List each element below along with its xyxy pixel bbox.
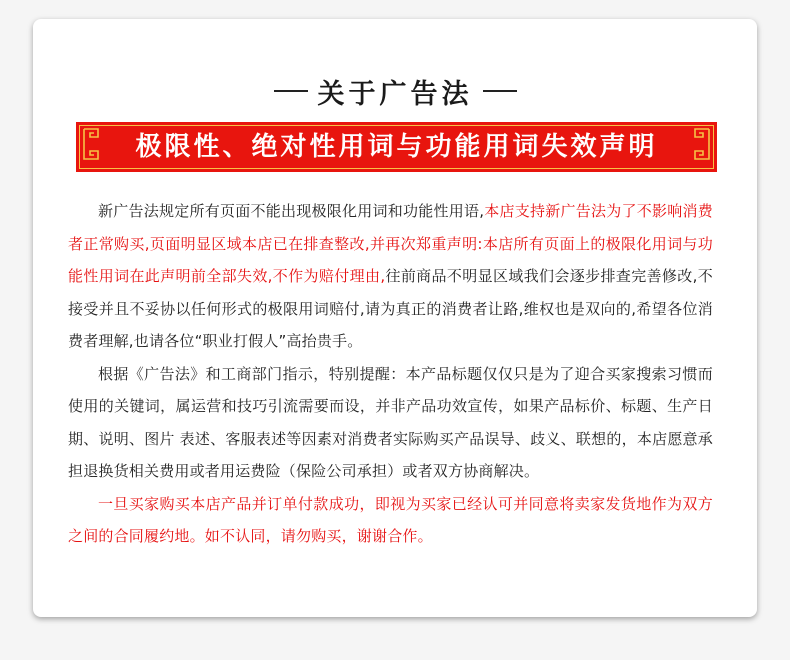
banner-title: 极限性、绝对性用词与功能用词失效声明 xyxy=(135,132,658,162)
heading-right-rule xyxy=(483,90,517,92)
section-heading xyxy=(33,71,757,111)
paragraph-title-keywords-notice: 根据《广告法》和工商部门指示，特别提醒：本产品标题仅仅只是为了迎合买家搜索习惯而使用的关键词，属运营和技巧引流需要而设，并非产品功效宣传，如果产品标价、标题、生产日期、说明、图片 表述、客服表述等因素对消费者实际购买产品误导、歧义、联想的，本店愿意承担退换货相关费用或者用运费险（保险公司承担）或者双方协商解决。 xyxy=(68,364,713,480)
paragraph-contract-location: 一旦买家购买本店产品并订单付款成功，即视为买家已经认可并同意将卖家发货地作为双方之间的合同履约地。如不认同，请勿购买，谢谢合作。 xyxy=(68,494,713,545)
heading-left-rule xyxy=(274,90,308,92)
paragraph1-intro: 新广告法规定所有页面不能出现极限化用词和功能性用语, xyxy=(98,202,485,220)
paragraph1-highlight: 本店支持新广告法为了不影响消费者正常购买,页面明显区域本店已在排查整改,并再次郑重声明:本店所有页面上的极限化用词与功能性用词在此声明前全部失效,不作为赔付理由, xyxy=(68,202,713,285)
notice-card xyxy=(33,19,757,617)
notice-body xyxy=(68,195,713,553)
paragraph1-ending: 往前商品不明显区域我们会逐步排查完善修改,不接受并且不妥协以任何形式的极限用词赔付,请为真正的消费者让路,维权也是双向的,希望各位消费者理解,也请各位“职业打假人”高抬贵手。 xyxy=(68,267,713,350)
page-title: 关于广告法 xyxy=(317,78,473,110)
paragraph-ad-law-statement xyxy=(68,195,713,358)
disclaimer-banner xyxy=(76,122,717,172)
